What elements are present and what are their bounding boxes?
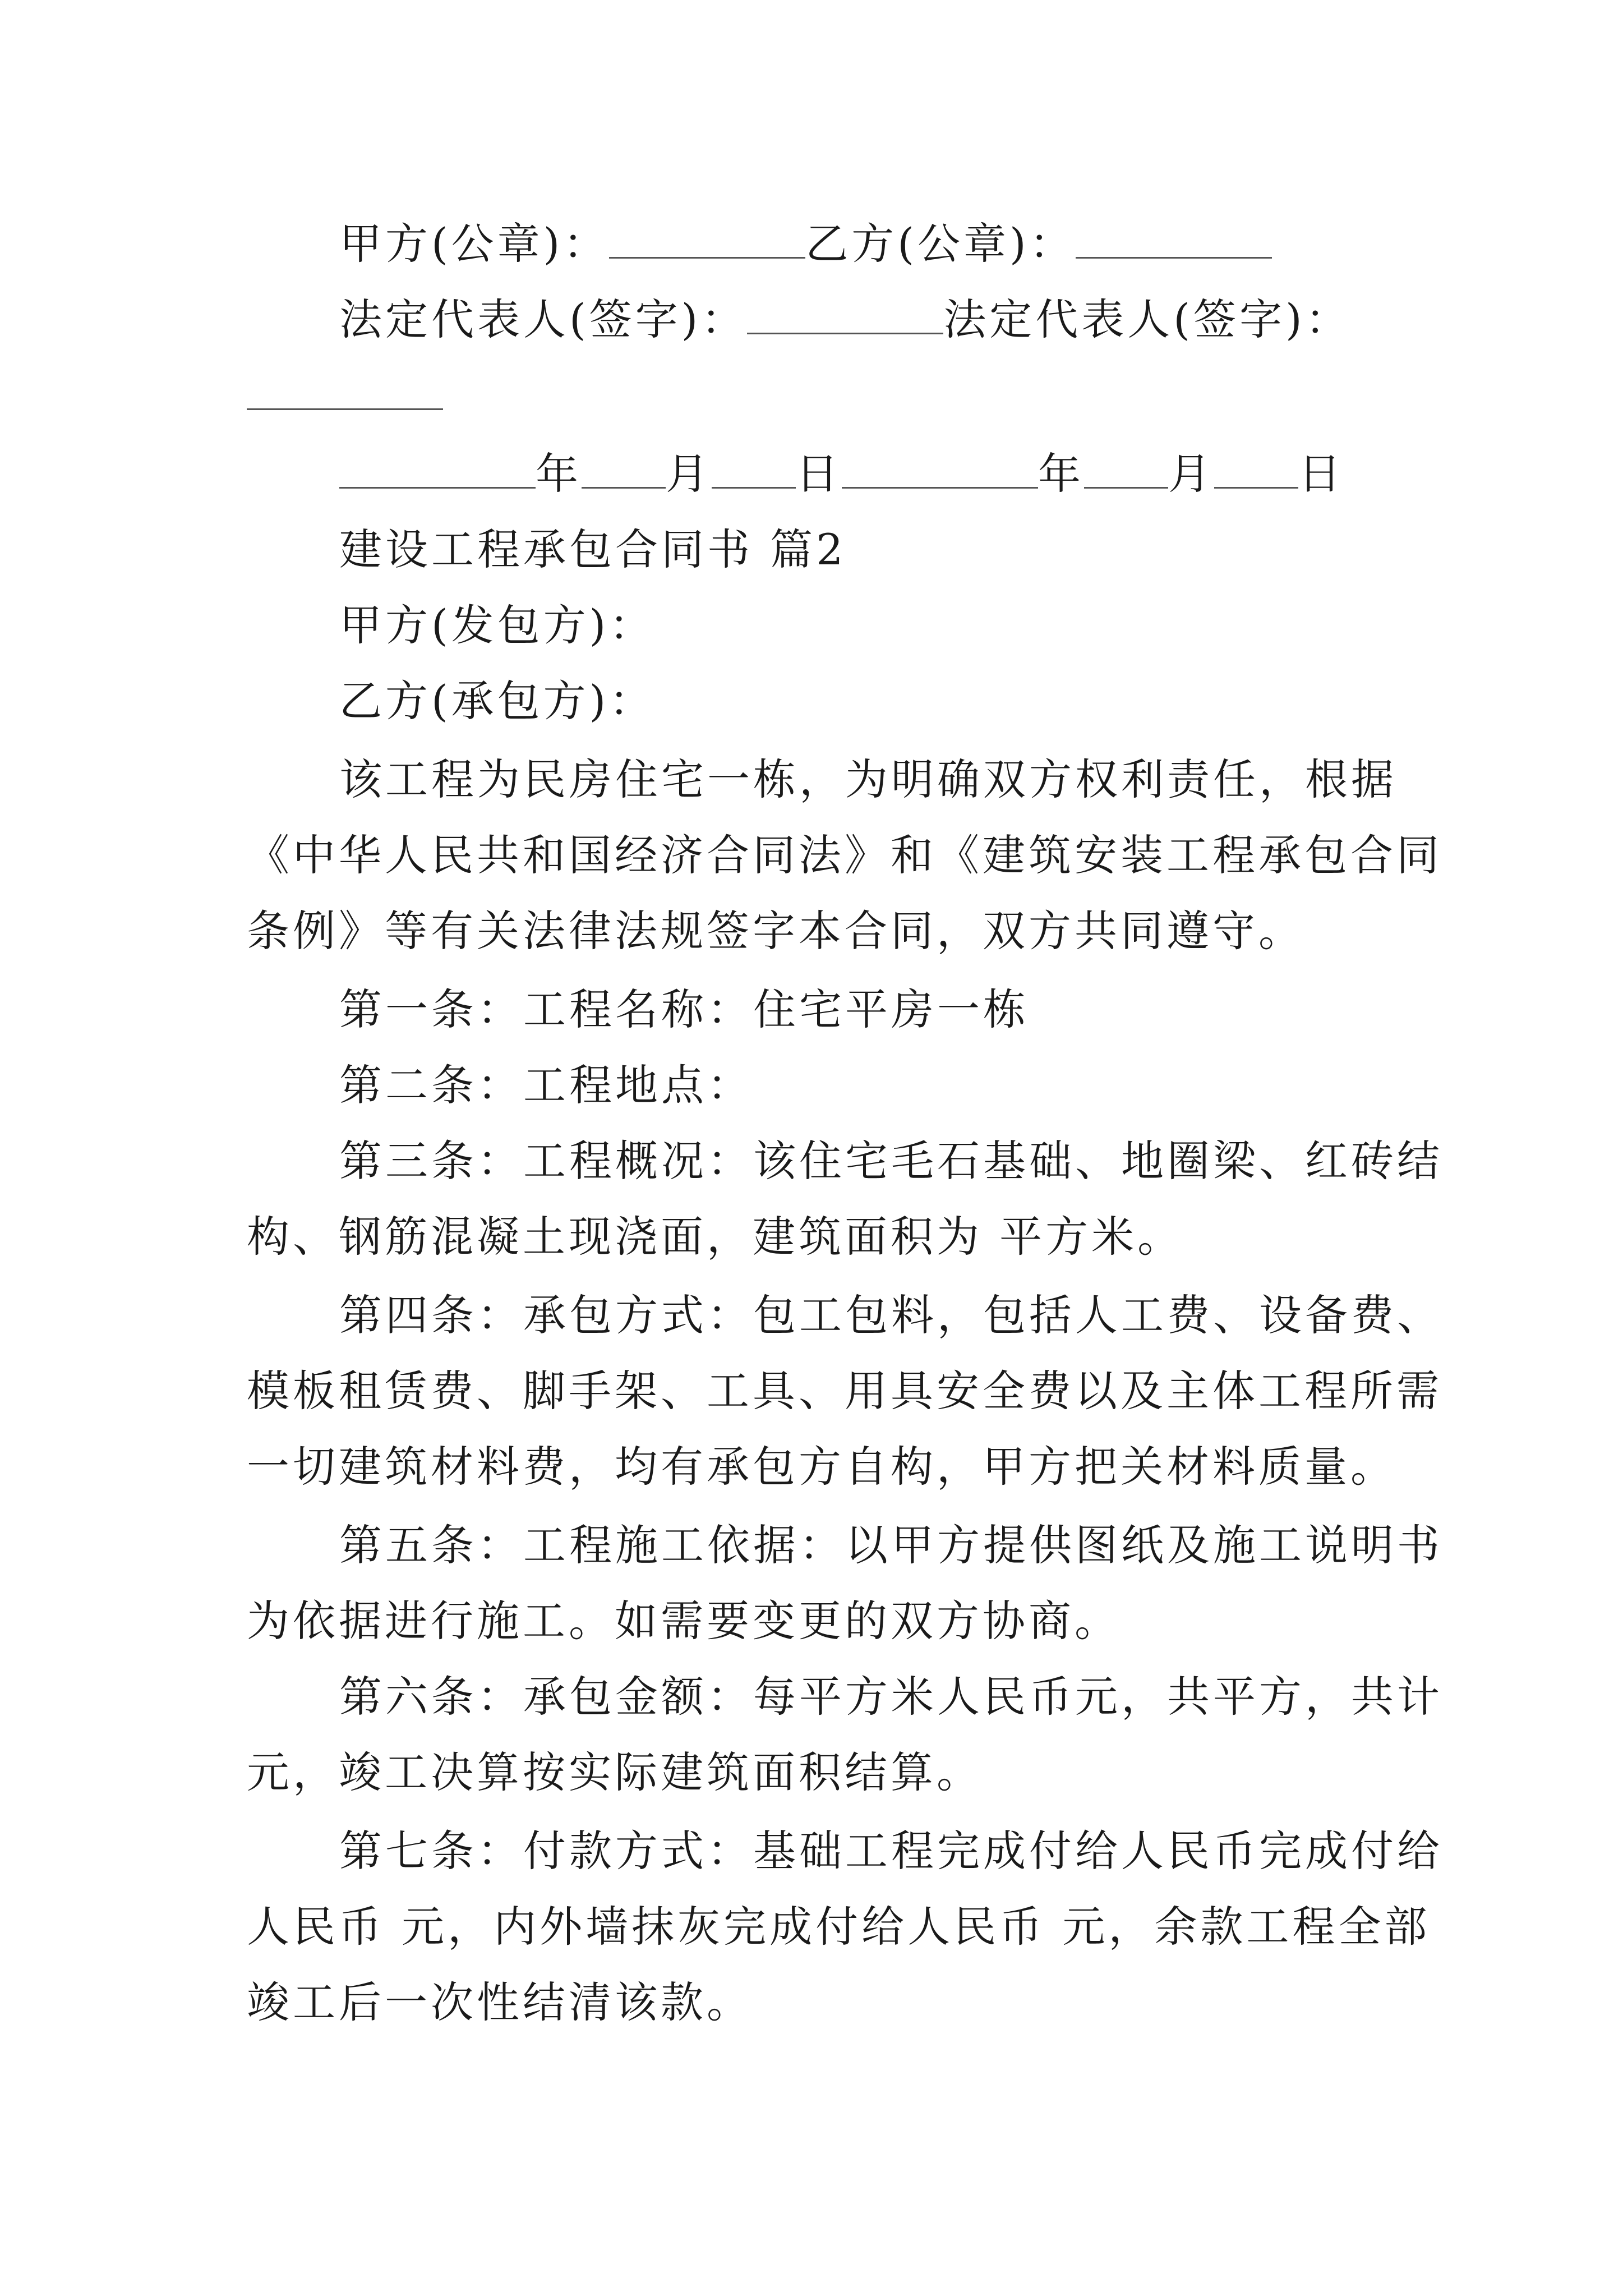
date-month-label: 月 <box>1168 449 1214 499</box>
article-7-line: 第七条：付款方式：基础工程完成付给人民币完成付给 <box>339 1826 1443 1876</box>
rep-b-blank <box>247 375 443 410</box>
party-a-seal-label: 甲方(公章)： <box>339 219 610 269</box>
article-3-line: 构、钢筋混凝土现浇面，建筑面积为 平方米。 <box>247 1212 1184 1262</box>
party-b-seal-blank <box>1076 223 1272 259</box>
party-b-line: 乙方(承包方)： <box>339 676 656 726</box>
date-b-day-blank <box>1214 453 1298 489</box>
date-b-month-blank <box>1084 453 1168 489</box>
article-6-line: 元，竣工决算按实际建筑面积结算。 <box>247 1747 983 1797</box>
article-7-line: 竣工后一次性结清该款。 <box>247 1977 753 2027</box>
party-a-seal-blank <box>609 223 805 259</box>
seal-line <box>339 216 1483 272</box>
article-5-line: 第五条：工程施工依据：以甲方提供图纸及施工说明书 <box>339 1520 1443 1570</box>
intro-line: 条例》等有关法律法规签字本合同，双方共同遵守。 <box>247 906 1304 956</box>
date-day-label: 日 <box>1298 449 1344 499</box>
article-6-line: 第六条：承包金额：每平方米人民币元，共平方，共计 <box>339 1672 1443 1722</box>
rep-a-label: 法定代表人(签字)： <box>339 295 748 344</box>
article-4-line: 一切建筑材料费，均有承包方自构，甲方把关材料质量。 <box>247 1442 1396 1492</box>
date-a-month-blank <box>582 453 666 489</box>
rep-b-label: 法定代表人(签字)： <box>943 295 1352 344</box>
date-b-year-blank <box>842 453 1038 489</box>
date-line <box>339 446 1483 502</box>
date-a-day-blank <box>712 453 796 489</box>
article-3-line: 第三条：工程概况：该住宅毛石基础、地圈梁、红砖结 <box>339 1136 1443 1186</box>
intro-line: 该工程为民房住宅一栋，为明确双方权利责任，根据 <box>339 754 1397 804</box>
date-a-year-blank <box>339 453 536 489</box>
representative-line <box>339 292 1483 348</box>
date-month-label: 月 <box>666 449 712 499</box>
party-b-seal-label: 乙方(公章)： <box>805 219 1076 269</box>
article-5-line: 为依据进行施工。如需要变更的双方协商。 <box>247 1596 1121 1646</box>
date-year-label: 年 <box>536 449 582 499</box>
party-a-line: 甲方(发包方)： <box>339 600 656 650</box>
article-7-line: 人民币 元，内外墙抹灰完成付给人民币 元，余款工程全部 <box>247 1902 1431 1952</box>
intro-line: 《中华人民共和国经济合同法》和《建筑安装工程承包合同 <box>247 830 1442 880</box>
representative-line-wrap <box>247 367 1391 424</box>
article-1: 第一条：工程名称：住宅平房一栋 <box>339 984 1029 1034</box>
article-2: 第二条：工程地点： <box>339 1060 753 1110</box>
article-4-line: 模板租赁费、脚手架、工具、用具安全费以及主体工程所需 <box>247 1366 1442 1416</box>
rep-a-blank <box>747 299 943 334</box>
section-title: 建设工程承包合同书 篇2 <box>339 524 847 574</box>
article-4-line: 第四条：承包方式：包工包料，包括人工费、设备费、 <box>339 1290 1443 1340</box>
date-day-label: 日 <box>796 449 842 499</box>
date-year-label: 年 <box>1038 449 1084 499</box>
